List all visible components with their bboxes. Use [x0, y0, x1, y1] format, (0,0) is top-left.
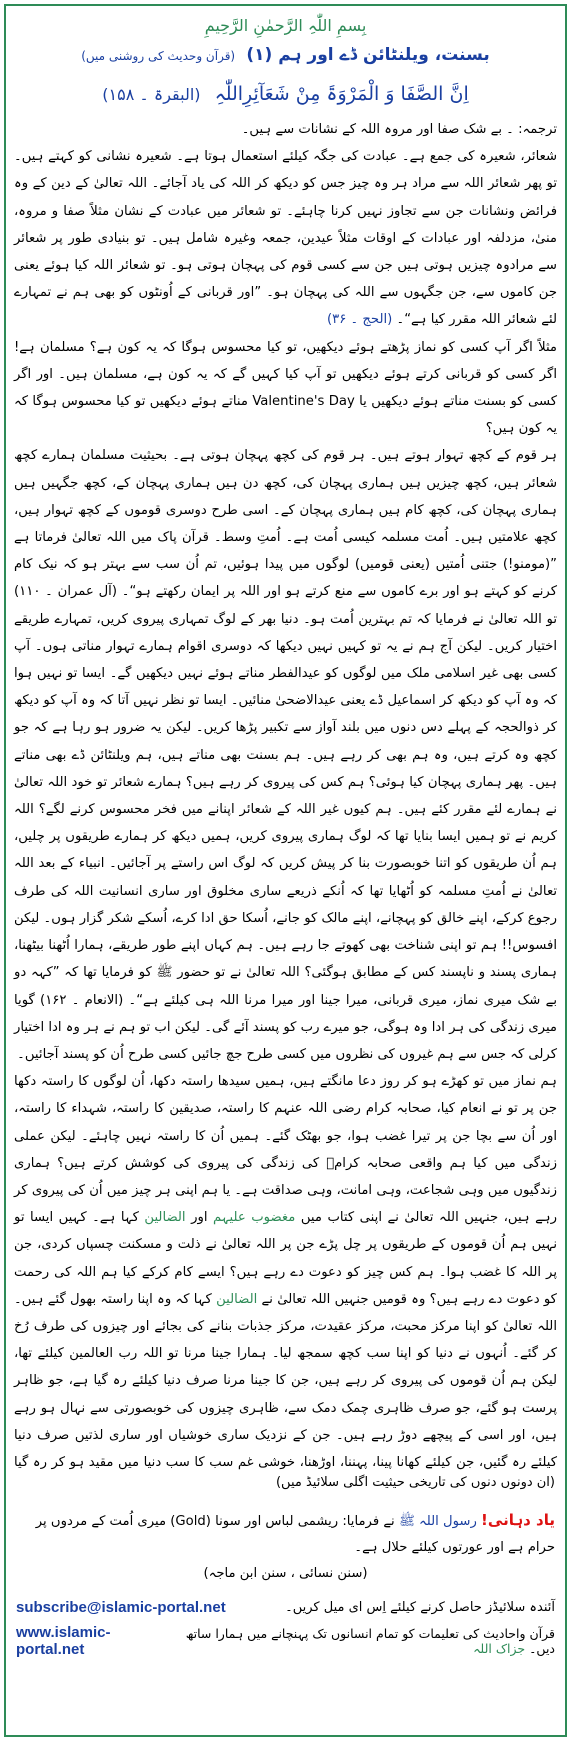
page-frame: [4, 4, 567, 1737]
footer-text: [158, 1626, 555, 1656]
page-title: [6, 38, 565, 72]
verse-reference: (البقرۃ ۔ ۱۵۸): [102, 85, 201, 104]
paragraph-shaair: [14, 143, 557, 333]
maghdub-term: مغضوب علیہم: [213, 1210, 296, 1226]
verse-text: اِنَّ الصَّفَا وَ الْمَرْوَۃَ مِنْ شَعَآئِرِاللّٰہِ: [214, 83, 469, 105]
basmala: بِسمِ اللّٰہِ الرَّحمٰنِ الرَّحِیمِ: [204, 16, 367, 35]
subscribe-text: آئندہ سلائیڈز حاصل کرنے کیلئے اِس ای میل کریں۔: [285, 1599, 555, 1615]
paragraph-prayer: [14, 1068, 557, 1471]
title-text: بسنت، ویلنٹائن ڈے اور ہم (۱): [246, 45, 490, 65]
dallin-term: الضالین: [144, 1210, 186, 1226]
quran-verse: [6, 72, 565, 116]
next-slide-note: (ان دونوں دنوں کی تاریخی حیثیت اگلی سلائیڈ میں): [275, 1475, 555, 1490]
and-word: اور: [191, 1210, 208, 1226]
paragraph-prayer-text: ہم نماز میں تو کھڑے ہو کر روز دعا مانگتے ہیں، ہمیں سیدھا راستہ دکھا، اُن لوگوں کا راستہ دکھا جن پر تو نے انعام کیا، صحابہ کرام رضی اللہ عنہم کا راستہ، صدیقین کا راستہ، شہداء کا راستہ، اور اُن سے بچا جن پر تیرا غضب ہوا، جو بھٹک گئے۔ ہمیں اُن کا راستہ نہیں چاہئے۔ لیکن عملی زندگی میں کیا ہم واقعی صحابہ کرامؓ کی زندگی کی پیروی کی کوشش کرتے ہیں؟ ہماری زندگیوں میں وہی شجاعت، وہی امانت، وہی صداقت ہے۔ یا ہم اپنی ہر چیز میں اُن کی پیروی کر رہے ہیں، جنہیں اللہ تعالیٰ نے اپنی کتاب میں: [14, 1074, 557, 1226]
prophet-name: رسول اللہ ﷺ: [398, 1514, 477, 1529]
reminder-label: یاد دہانی!: [481, 1511, 555, 1529]
translation-paragraph: ترجمہ: ۔ بے شک صفا اور مروہ اللہ کے نشانات سے ہیں۔: [241, 122, 557, 137]
subscribe-email-link[interactable]: subscribe@islamic-portal.net: [16, 1598, 226, 1616]
reminder-box: [6, 1501, 565, 1589]
dallin-term-2: الضالین: [216, 1291, 258, 1307]
paragraph-shaair-text: شعائر، شعیرہ کی جمع ہے۔ عبادت کی جگہ کیلئے استعمال ہوتا ہے۔ شعیرہ نشانی کو کہتے ہیں۔ تو پھر شعائر اللہ سے مراد ہر وہ چیز جس کو دیکھ کر اللہ کی یاد آجائے۔ اللہ تعالیٰ کے دین کے وہ فرائض ونشانات جن سے تجاوز نہیں کرنا چاہئے۔ تو شعائر میں عبادت کے نشان مثلاً صفا و مروہ، منیٰ، مزدلفہ اور عبادات کے اوقات مثلاً عیدین، جمعہ وغیرہ شامل ہیں۔ تو بنیادی طور پر شعائر سے مرادوہ چیزیں ہوتی ہیں جن سے کسی قوم کی پہچان ہوتی ہو۔ تو شعائر اللہ کیا ہوئے یعنی جن کاموں سے، جن جگہوں سے اللہ کی پہچان ہو۔ ”اور قربانی کے اُونٹوں کو بھی ہم نے تمہارے لئے شعائر اللہ مقرر کیا ہے“۔: [14, 149, 557, 328]
paragraph-identity: ہر قوم کے کچھ تہوار ہوتے ہیں۔ ہر قوم کی کچھ پہچان ہوتی ہے۔ بحیثیت مسلمان ہمارے کچھ شعائر ہیں، کچھ چیزیں ہیں ہماری پہچان کی، کچھ دن ہیں ہماری پہچان کے، کچھ جگہیں ہیں ہماری پہچان کی، کچھ کام ہیں ہماری پہچان کے۔ اسی طرح دوسری قوموں کے کچھ تہوار ہیں، کچھ علامتیں ہیں۔ اُمت مسلمہ کیسی اُمت ہے۔ اُمتِ وسط۔ قرآن پاک میں اللہ تعالیٰ فرماتا ہے ”(مومنو!) جتنی اُمتیں (یعنی قومیں) لوگوں میں پیدا ہوئیں، تم اُن سب سے بہتر ہو کہ نیک کام کرنے کو کہتے ہو اور برے کاموں سے منع کرتے ہو اور اللہ پر ایمان رکھتے ہو“۔ (آل عمران ۔ ۱۱۰) تو اللہ تعالیٰ نے فرمایا کہ تم بہترین اُمت ہو۔ دنیا بھر کے لوگ تمہاری پیروی کریں، تمہارے طریقے اختیار کریں۔ لیکن آج ہم نے یہ تو کہیں نہیں دیکھا کہ دوسری اقوام ہمارے تہوار مناتی ہوں۔ آپ کسی بھی غیر اسلامی ملک میں لوگوں کو عیدالفطر مناتے ہوئے نہیں دیکھیں گے۔ ایسا تو نہیں ہوا کہ وہ آپ کو دیکھ کر اسماعیل ڈے یعنی عیدالاضحیٰ منائیں۔ ایسا تو نظر نہیں آتا کہ وہ آپ کو دیکھ کر ذوالحجہ کے پہلے دس دنوں میں بلند آواز سے تکبیر پڑھا کریں۔ لیکن یہ ضرور ہو رہا ہے کہ جو کچھ وہ کرتے ہیں، وہ ہم بھی کر رہے ہیں۔ ہم بسنت بھی مناتے ہیں، ہم ویلنٹائن ڈے بھی مناتے ہیں۔ پھر ہماری پہچان کیا ہوئی؟ ہم کس کی پیروی کر رہے ہیں؟ ہمارے شعائر تو خود اللہ تعالیٰ نے ہمارے لئے مقرر کئے ہیں۔ ہم کیوں غیر اللہ کے شعائر اپنانے میں فخر محسوس کرنے لگے؟ اللہ کریم نے تو ہمیں ایسا بنایا تھا کہ لوگ ہماری پیروی کریں، ہمیں دیکھ کر ہمارے طریقوں پر چلیں، ہم اُن طریقوں کو اتنا خوبصورت بنا کر پیش کریں کہ لوگ اس راستے پر آجائیں۔ انبیاء کے بعد اللہ تعالیٰ نے اُمتِ مسلمہ کو اُٹھایا تھا کہ اُنکے ذریعے ساری مخلوق اور ساری انسانیت اللہ کی طرف رجوع کرکے، اپنے خالق کو پہچانے، اپنے مالک کو جانے، اُسکا حق ادا کرے، اُسکے شکر گزار ہوں۔ لیکن افسوس!! ہم تو اپنی شناخت بھی کھوتے جا رہے ہیں۔ ہم کہاں اپنے طور طریقے، ہمارا اُٹھنا بیٹھنا، ہماری پسند و ناپسند کس کے مطابق ہوگئی؟ اللہ تعالیٰ نے تو حضور ﷺ کو فرمایا تھا کہ ”کہہ دو بے شک میری نماز، میری قربانی، میرا جینا اور میرا مرنا اللہ ہی کیلئے ہے“۔ (الانعام ۔ ۱۶۲) گویا میری زندگی کی ہر ادا وہ ہوگی، جو میرے رب کو پسند آئے گی۔ لیکن اب تو ہم نے ہر وہ ادا اختیار کرلی کہ جس سے ہم غیروں کی نظروں میں کسی طرح جچ جائیں کسی طرح اُن کو پسند آجائیں۔: [14, 448, 557, 1062]
website-link[interactable]: www.islamic-portal.net: [16, 1624, 111, 1658]
hadith-source: (سنن نسائی ، سنن ابن ماجہ): [203, 1566, 368, 1581]
article-body: [6, 116, 565, 1471]
subscribe-row: [6, 1589, 565, 1625]
hajj-reference: (الحج ۔ ۳۶): [326, 312, 393, 328]
paragraph-example: مثلاً اگر آپ کسی کو نماز پڑھتے ہوئے دیکھیں، تو کیا محسوس ہوگا کہ یہ کون ہے؟ مسلمان ہے! اگر کسی کو قربانی کرتے ہوئے دیکھیں تو آپ کیا کہیں گے کہ یہ کون ہے، مسلمان ہیں۔ اور اگر کسی کو بسنت مناتے ہوئے دیکھیں یا Valentine's Day مناتے ہوئے دیکھیں تو کیا محسوس ہوگا کہ یہ کون ہیں؟: [14, 339, 557, 437]
title-subtitle: (قرآن وحدیث کی روشنی میں): [81, 49, 236, 63]
footer-message: قرآن واحادیث کی تعلیمات کو تمام انسانوں تک پہنچانے میں ہمارا ساتھ دیں۔: [185, 1626, 555, 1656]
footer: [6, 1625, 565, 1657]
footer-jazak: جزاک اللہ: [473, 1641, 526, 1656]
paragraph-prayer-text-2: کہا ہے۔ کہیں ایسا تو نہیں ہم اُن قوموں کے طریقوں پر چل پڑے جن پر اللہ تعالیٰ نے ذلت و مسکنت چسپاں کردی، جن پر اللہ کا غضب ہوا۔ ہم کس چیز کو دعوت دے رہے ہیں؟ ایسے کام کرکے کیا ہم اللہ کی رحمت کو دعوت دے رہے ہیں؟ وہ قومیں جنہیں اللہ تعالیٰ نے: [14, 1210, 557, 1307]
paragraph-prayer-text-3: کہا کہ وہ اپنا راستہ بھول گئے ہیں۔ اللہ تعالیٰ کو اپنا مرکز محبت، مرکز عقیدت، مرکز جذبات بنانے کی بجائے اور چیزوں کی طرف رُخ کر گئے۔ اُنہوں نے دنیا کو اپنا سب کچھ سمجھ لیا۔ ہمارا جینا مرنا تو اللہ رب العالمین کیلئے تھا، لیکن ہم اُن قوموں کی پیروی کر رہے ہیں، جن کا جینا مرنا صرف دنیا کیلئے رہ گیا ہے، جو ظاہر پرست ہو گئے، جو صرف ظاہری چمک دمک سے، ظاہری چیزوں کی خوبصورتی سے نہال ہو رہے ہیں، اور اسی کے پیچھے دوڑ رہے ہیں۔ جن کے نزدیک ساری خوشیاں اور ساری لذتیں صرف دنیا کیلئے رہ گئیں، جن کیلئے کھانا پینا، پہننا، اوڑھنا، خوشی غم سب کا سب دنیا میں مقید ہو کر رہ گیا: [14, 1291, 557, 1470]
hadith-text: نے فرمایا: ریشمی لباس اور سونا (Gold) میری اُمت کے مردوں پر حرام ہے اور عورتوں کیلئے حلال ہے۔: [35, 1514, 555, 1555]
